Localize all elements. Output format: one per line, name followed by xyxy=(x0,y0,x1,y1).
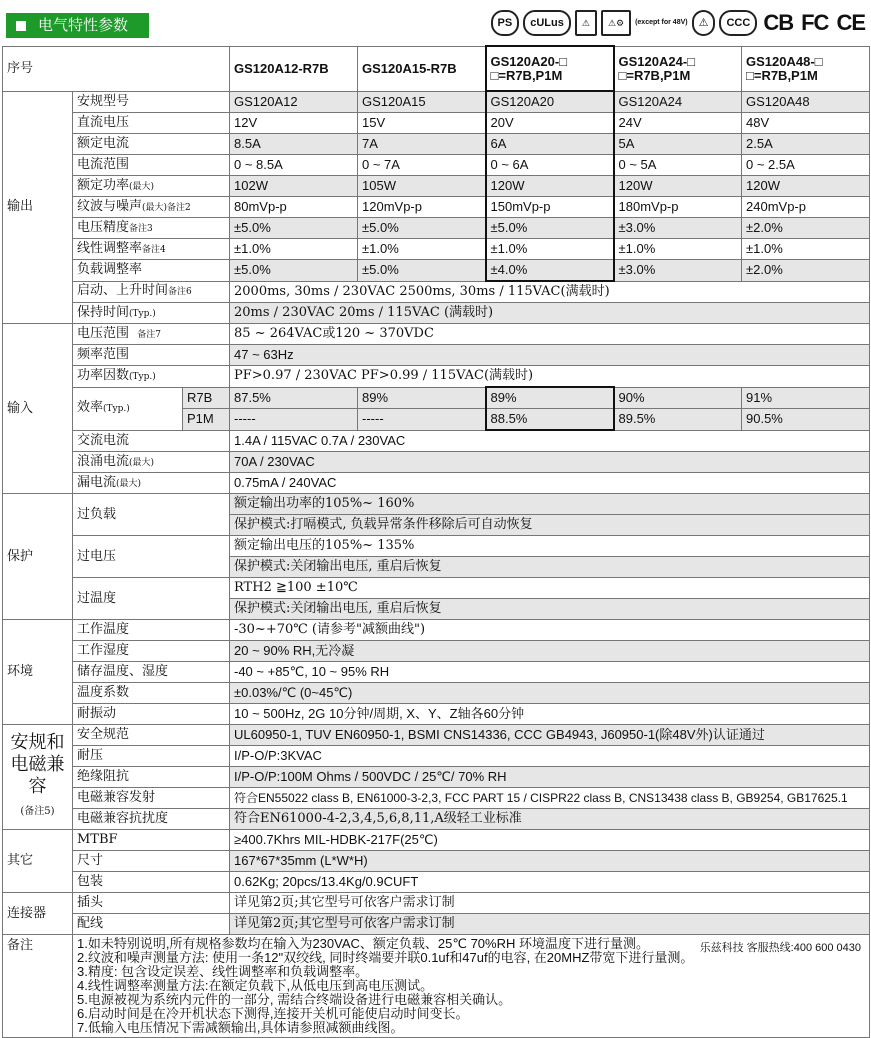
table-row xyxy=(3,536,870,557)
cell: I/P-O/P:100M Ohms / 500VDC / 25℃/ 70% RH xyxy=(230,767,870,788)
group-protection: 保护 xyxy=(3,494,73,620)
table-row xyxy=(3,113,870,134)
culus-mark-icon: cULus xyxy=(523,10,571,36)
note-line: 2.纹波和噪声测量方法: 使用一条12"双绞线, 同时终端要并联0.1uf和47uf的电容, 在20MHZ带宽下进行量测。 xyxy=(77,950,694,965)
cell: 保护模式:打嗝模式, 负载异常条件移除后可自动恢复 xyxy=(230,515,870,536)
cell: 91% xyxy=(742,387,870,409)
cell: ±2.0% xyxy=(742,218,870,239)
row-label: 额定电流 xyxy=(73,134,230,155)
cb-mark-icon: CB xyxy=(763,10,794,35)
label-note: (最大)备注2 xyxy=(142,202,191,213)
model-header: GS120A48-□ □=R7B,P1M xyxy=(742,46,870,91)
label-note: (Typ.) xyxy=(103,404,130,414)
label-text: 保持时间 xyxy=(77,304,130,320)
cell: 6A xyxy=(486,134,614,155)
table-row xyxy=(3,767,870,788)
row-label: 电磁兼容发射 xyxy=(73,788,230,809)
table-row xyxy=(3,641,870,662)
row-label xyxy=(73,303,230,324)
table-row xyxy=(3,809,870,830)
table-row xyxy=(3,260,870,282)
label-note: (最大) xyxy=(129,181,155,192)
row-label: 绝缘阻抗 xyxy=(73,767,230,788)
row-label xyxy=(73,239,230,260)
label-text: 线性调整率 xyxy=(77,240,143,256)
cell: 0 ~ 5A xyxy=(614,155,742,176)
label-note: (Typ.) xyxy=(129,371,156,382)
table-row xyxy=(3,91,870,113)
table-row xyxy=(3,366,870,388)
cell: 0 ~ 8.5A xyxy=(230,155,358,176)
cell: ±5.0% xyxy=(230,260,358,282)
row-label xyxy=(73,387,183,430)
cell: 额定输出电压的105%~ 135% xyxy=(230,536,870,557)
row-label: 安全规范 xyxy=(73,725,230,746)
row-label xyxy=(73,366,230,388)
row-label xyxy=(73,281,230,303)
cell: GS120A48 xyxy=(742,91,870,113)
table-row xyxy=(3,134,870,155)
cell: 20V xyxy=(486,113,614,134)
cell: I/P-O/P:3KVAC xyxy=(230,746,870,767)
cell: 2.5A xyxy=(742,134,870,155)
label-note: (最大) xyxy=(116,478,142,489)
row-label xyxy=(73,197,230,218)
table-row xyxy=(3,893,870,914)
note-line: 6.启动时间是在冷开机状态下测得,连接开关机可能使启动时间变长。 xyxy=(77,1006,469,1021)
except-note: (except for 48V) xyxy=(635,19,688,26)
label-note: 备注7 xyxy=(137,329,162,340)
cell: ±5.0% xyxy=(358,260,486,282)
cell: 0.75mA / 240VAC xyxy=(230,473,870,494)
table-row xyxy=(3,281,870,303)
row-label xyxy=(73,176,230,197)
cell: -30~+70℃ (请参考"减额曲线") xyxy=(230,620,870,641)
table-row xyxy=(3,387,870,409)
cell: 105W xyxy=(358,176,486,197)
cell: 167*67*35mm (L*W*H) xyxy=(230,851,870,872)
label-note: (最大) xyxy=(129,457,155,468)
label-note: 备注4 xyxy=(142,244,166,255)
notes-cell xyxy=(73,935,870,1038)
row-label: 尺寸 xyxy=(73,851,230,872)
cell: 2000ms, 30ms / 230VAC 2500ms, 30ms / 115VAC(满载时) xyxy=(230,281,870,303)
row-label: 电流范围 xyxy=(73,155,230,176)
cell: 额定输出功率的105%~ 160% xyxy=(230,494,870,515)
cell: ±3.0% xyxy=(614,218,742,239)
cell: ±0.03%/℃ (0~45℃) xyxy=(230,683,870,704)
fc-mark-icon: FC xyxy=(801,10,829,35)
spec-table xyxy=(2,45,870,1038)
cell: ±3.0% xyxy=(614,260,742,282)
row-label xyxy=(73,473,230,494)
table-row xyxy=(3,914,870,935)
table-row xyxy=(3,704,870,725)
row-label: 配线 xyxy=(73,914,230,935)
table-row xyxy=(3,494,870,515)
cell: ±2.0% xyxy=(742,260,870,282)
pse-mark-icon: ⚠ xyxy=(692,10,716,36)
table-row xyxy=(3,473,870,494)
row-label xyxy=(73,324,230,345)
cell: 180mVp-p xyxy=(614,197,742,218)
cell: GS120A15 xyxy=(358,91,486,113)
note-line: 5.电源被视为系统内元件的一部分, 需结合终端设备进行电磁兼容相关确认。 xyxy=(77,992,512,1007)
table-row xyxy=(3,452,870,473)
label-text: 电压范围 xyxy=(77,325,130,341)
group-notes: 备注 xyxy=(3,935,73,1038)
cell: 详见第2页;其它型号可依客户需求订制 xyxy=(230,914,870,935)
tuv-gs-mark-icon: ⚠⚙ xyxy=(601,10,631,36)
cell: ±1.0% xyxy=(614,239,742,260)
cell: 70A / 230VAC xyxy=(230,452,870,473)
row-label: 过温度 xyxy=(73,578,230,620)
cell: 符合EN61000-4-2,3,4,5,6,8,11,A级轻工业标准 xyxy=(230,809,870,830)
cell: ≥400.7Khrs MIL-HDBK-217F(25℃) xyxy=(230,830,870,851)
cell: ±5.0% xyxy=(230,218,358,239)
model-header: GS120A24-□ □=R7B,P1M xyxy=(614,46,742,91)
group-environment: 环境 xyxy=(3,620,73,725)
cell: 24V xyxy=(614,113,742,134)
cell: 89% xyxy=(486,387,614,409)
model-header: GS120A12-R7B xyxy=(230,46,358,91)
cell: ±1.0% xyxy=(358,239,486,260)
ccc-mark-icon: CCC xyxy=(719,10,757,36)
label-note: 备注6 xyxy=(168,287,192,298)
hotline: 乐兹科技 客服热线:400 600 0430 xyxy=(699,942,861,954)
group-input: 输入 xyxy=(3,324,73,494)
row-label: 包装 xyxy=(73,872,230,893)
ps-mark-icon: PS xyxy=(491,10,520,36)
cell: 0 ~ 6A xyxy=(486,155,614,176)
row-label xyxy=(73,452,230,473)
cell: 符合EN55022 class B, EN61000-3-2,3, FCC PART 15 / CISPR22 class B, CNS13438 class B, GB9254, GB17625.1 xyxy=(230,788,870,809)
cell: ±1.0% xyxy=(486,239,614,260)
table-row xyxy=(3,725,870,746)
cell: 详见第2页;其它型号可依客户需求订制 xyxy=(230,893,870,914)
note-line: 4.线性调整率测量方法:在额定负载下,从低电压到高电压测试。 xyxy=(77,978,434,993)
cell: 88.5% xyxy=(486,409,614,431)
cell: 1.4A / 115VAC 0.7A / 230VAC xyxy=(230,430,870,452)
cell: ----- xyxy=(230,409,358,431)
row-label: 安规型号 xyxy=(73,91,230,113)
row-label: 交流电流 xyxy=(73,430,230,452)
label-note: (Typ.) xyxy=(129,308,156,319)
label-text: 功率因数 xyxy=(77,367,130,383)
cell: 10 ~ 500Hz, 2G 10分钟/周期, X、Y、Z轴各60分钟 xyxy=(230,704,870,725)
label-text: 效率 xyxy=(77,400,104,415)
table-row xyxy=(3,430,870,452)
cell: 87.5% xyxy=(230,387,358,409)
note-line: 7.低输入电压情况下需减额输出,具体请参照减额曲线图。 xyxy=(77,1020,404,1035)
label-text: 电压精度 xyxy=(77,219,130,235)
square-bullet-icon xyxy=(16,21,26,31)
label-text: 额定功率 xyxy=(77,177,130,193)
row-label: 过负载 xyxy=(73,494,230,536)
cell: 5A xyxy=(614,134,742,155)
row-label xyxy=(73,218,230,239)
cell: ±1.0% xyxy=(742,239,870,260)
row-label: MTBF xyxy=(73,830,230,851)
ce-mark-icon: CE xyxy=(836,10,865,35)
seq-label: 序号 xyxy=(3,46,230,91)
row-label: 耐压 xyxy=(73,746,230,767)
cell: GS120A24 xyxy=(614,91,742,113)
cell: 90.5% xyxy=(742,409,870,431)
cell: ----- xyxy=(358,409,486,431)
section-title xyxy=(6,13,149,38)
cell: 47 ~ 63Hz xyxy=(230,345,870,366)
cell: 0 ~ 2.5A xyxy=(742,155,870,176)
group-safety-text: 安规和电磁兼容 xyxy=(10,731,65,797)
row-label: 工作温度 xyxy=(73,620,230,641)
row-label: 工作湿度 xyxy=(73,641,230,662)
table-row xyxy=(3,239,870,260)
group-connector: 连接器 xyxy=(3,893,73,935)
page-header xyxy=(0,0,871,46)
cell: 12V xyxy=(230,113,358,134)
table-row xyxy=(3,830,870,851)
group-other: 其它 xyxy=(3,830,73,893)
section-title-text: 电气特性参数 xyxy=(38,17,129,34)
cell: 0.62Kg; 20pcs/13.4Kg/0.9CUFT xyxy=(230,872,870,893)
cell: 15V xyxy=(358,113,486,134)
row-label: 直流电压 xyxy=(73,113,230,134)
row-label: 耐振动 xyxy=(73,704,230,725)
cell: 120mVp-p xyxy=(358,197,486,218)
table-row xyxy=(3,176,870,197)
table-row xyxy=(3,303,870,324)
cell: RTH2 ≧100 ±10℃ xyxy=(230,578,870,599)
row-label: 电磁兼容抗扰度 xyxy=(73,809,230,830)
cell: GS120A12 xyxy=(230,91,358,113)
cell: GS120A20 xyxy=(486,91,614,113)
table-row xyxy=(3,578,870,599)
cell: ±5.0% xyxy=(358,218,486,239)
table-row xyxy=(3,155,870,176)
notes-row xyxy=(3,935,870,1038)
cell: 80mVp-p xyxy=(230,197,358,218)
cell: ±1.0% xyxy=(230,239,358,260)
model-header-row xyxy=(3,46,870,91)
cell: -40 ~ +85℃, 10 ~ 95% RH xyxy=(230,662,870,683)
table-row xyxy=(3,662,870,683)
note-line: 3.精度: 包含设定误差、线性调整率和负载调整率。 xyxy=(77,964,369,979)
cell: 8.5A xyxy=(230,134,358,155)
row-label: 负载调整率 xyxy=(73,260,230,282)
label-text: 纹波与噪声 xyxy=(77,198,143,214)
label-text: 启动、上升时间 xyxy=(77,283,169,299)
table-row xyxy=(3,851,870,872)
sub-label: R7B xyxy=(183,387,230,409)
cell: 保护模式:关闭输出电压, 重启后恢复 xyxy=(230,599,870,620)
table-row xyxy=(3,218,870,239)
table-row xyxy=(3,197,870,218)
row-label: 插头 xyxy=(73,893,230,914)
sub-label: P1M xyxy=(183,409,230,431)
table-row xyxy=(3,620,870,641)
certification-marks xyxy=(491,10,867,36)
label-note: 备注3 xyxy=(129,223,153,234)
cell: 102W xyxy=(230,176,358,197)
group-output: 输出 xyxy=(3,91,73,324)
cell: PF>0.97 / 230VAC PF>0.99 / 115VAC(满载时) xyxy=(230,366,870,388)
group-safety xyxy=(3,725,73,830)
cell: 240mVp-p xyxy=(742,197,870,218)
cell: UL60950-1, TUV EN60950-1, BSMI CNS14336, CCC GB4943, J60950-1(除48V外)认证通过 xyxy=(230,725,870,746)
cell: 90% xyxy=(614,387,742,409)
label-text: 浪涌电流 xyxy=(77,453,130,469)
row-label: 储存温度、湿度 xyxy=(73,662,230,683)
label-text: 漏电流 xyxy=(77,474,117,490)
table-row xyxy=(3,872,870,893)
cell: 89.5% xyxy=(614,409,742,431)
row-label: 过电压 xyxy=(73,536,230,578)
row-label: 温度系数 xyxy=(73,683,230,704)
row-label: 频率范围 xyxy=(73,345,230,366)
table-row xyxy=(3,746,870,767)
group-safety-note: (备注5) xyxy=(20,805,55,817)
cell: 85 ~ 264VAC或120 ~ 370VDC xyxy=(230,324,870,345)
table-row xyxy=(3,345,870,366)
cell: 48V xyxy=(742,113,870,134)
cell: 0 ~ 7A xyxy=(358,155,486,176)
cell: 7A xyxy=(358,134,486,155)
cell: ±5.0% xyxy=(486,218,614,239)
cell: 120W xyxy=(742,176,870,197)
cell: 20ms / 230VAC 20ms / 115VAC (满载时) xyxy=(230,303,870,324)
cell: 120W xyxy=(486,176,614,197)
note-line: 1.如未特别说明,所有规格参数均在输入为230VAC、额定负载、25℃ 70%RH 环境温度下进行量测。 xyxy=(77,936,649,951)
cell: 150mVp-p xyxy=(486,197,614,218)
cell: 120W xyxy=(614,176,742,197)
model-header: GS120A15-R7B xyxy=(358,46,486,91)
table-row xyxy=(3,788,870,809)
cell: 20 ~ 90% RH,无冷凝 xyxy=(230,641,870,662)
cell: 89% xyxy=(358,387,486,409)
tuv-mark-icon: ⚠ xyxy=(575,10,597,36)
table-row xyxy=(3,324,870,345)
table-row xyxy=(3,683,870,704)
model-header: GS120A20-□ □=R7B,P1M xyxy=(486,46,614,91)
cell: ±4.0% xyxy=(486,260,614,282)
cell: 保护模式:关闭输出电压, 重启后恢复 xyxy=(230,557,870,578)
